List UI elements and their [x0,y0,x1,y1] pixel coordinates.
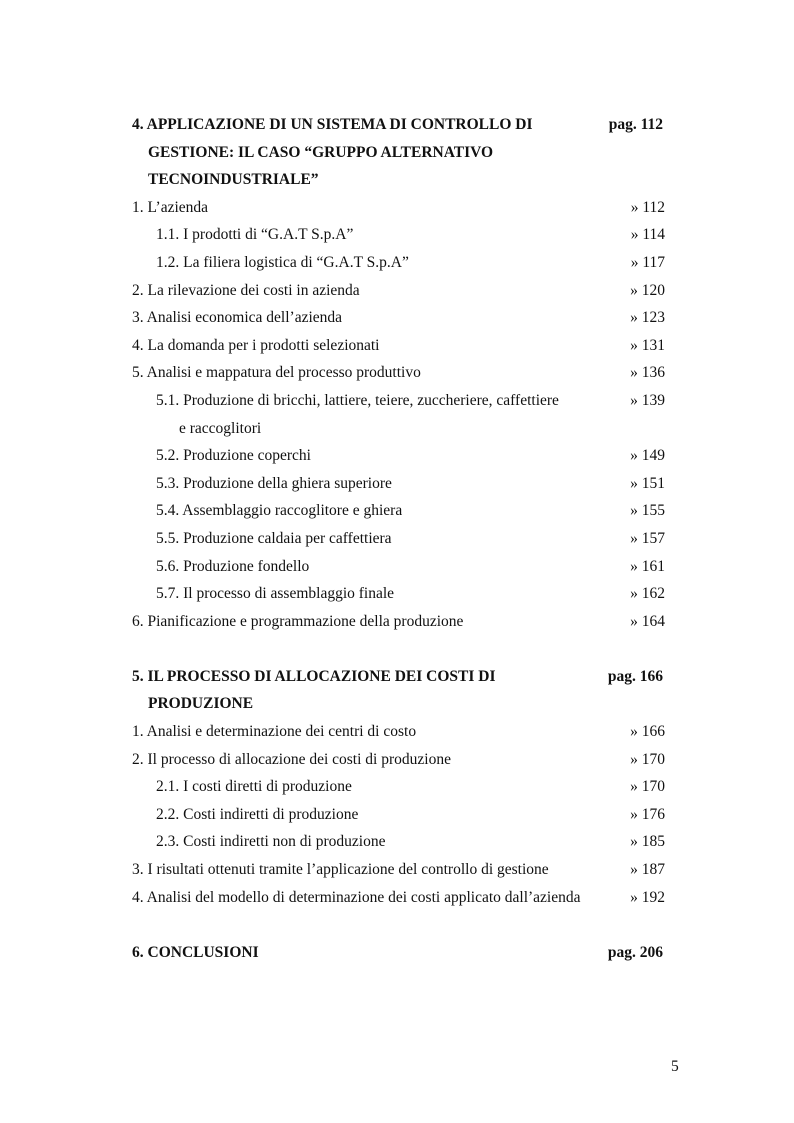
toc-subentry [132,221,667,249]
toc-entry-title: 5.2. Produzione coperchi [156,447,311,465]
section-heading-text: TECNOINDUSTRIALE” [148,171,319,189]
section-heading-text: 5. IL PROCESSO DI ALLOCAZIONE DEI COSTI DI [132,667,496,685]
toc-entry-title: 1.1. I prodotti di “G.A.T S.p.A” [156,226,354,244]
toc-entry-title: 2. La rilevazione dei costi in azienda [132,281,360,299]
toc-subentry [132,828,667,856]
toc-subentry [132,553,667,581]
toc-entry-title: 5. Analisi e mappatura del processo produttivo [132,364,421,382]
toc-subentry [132,249,667,277]
toc-entry-title: 1.2. La filiera logistica di “G.A.T S.p.A” [156,253,409,271]
toc-entry [132,884,667,912]
toc-entry-page: » 131 [630,336,665,354]
toc-entry-page: » 176 [630,805,665,823]
toc-subentry [132,442,667,470]
toc-entry-page: » 170 [630,778,665,796]
toc-entry-page: » 155 [630,502,665,520]
section-heading-page: pag. 206 [607,943,663,961]
toc-entry-page: » 185 [630,833,665,851]
toc-entry-page: » 120 [630,281,665,299]
toc-entry [132,277,667,305]
toc-entry [132,608,667,636]
toc-entry-title: e raccoglitori [179,419,262,437]
toc-entry [132,194,667,222]
toc-subentry [132,470,667,498]
toc-subentry-continuation [132,415,667,443]
toc-entry-title: 5.1. Produzione di bricchi, lattiere, teiere, zuccheriere, caffettiere [156,391,559,409]
toc-entry [132,856,667,884]
page-number: 5 [671,1058,679,1075]
section-heading-continuation [132,139,667,167]
toc-entry-title: 2.2. Costi indiretti di produzione [156,805,359,823]
toc-entry-page: » 114 [630,226,665,244]
toc-entry [132,718,667,746]
toc-entry-page: » 166 [630,723,665,741]
toc-entry-title: 2.3. Costi indiretti non di produzione [156,833,386,851]
table-of-contents [132,111,667,966]
toc-entry-title: 2.1. I costi diretti di produzione [156,778,352,796]
toc-entry-page: » 139 [630,391,665,409]
toc-entry-page: » 161 [630,557,665,575]
toc-entry-title: 5.6. Produzione fondello [156,557,310,575]
toc-entry-page: » 157 [630,529,665,547]
toc-entry-title: 1. L’azienda [132,198,209,216]
toc-subentry [132,773,667,801]
toc-entry-page: » 162 [630,585,665,603]
toc-entry-page: » 187 [630,861,665,879]
toc-subentry [132,497,667,525]
toc-entry-page: » 192 [630,888,665,906]
section-heading-text: GESTIONE: IL CASO “GRUPPO ALTERNATIVO [148,143,494,161]
section-spacer [132,635,667,663]
toc-entry-title: 5.4. Assemblaggio raccoglitore e ghiera [156,502,403,520]
section-heading-text: PRODUZIONE [148,695,254,713]
section-heading-continuation [132,690,667,718]
toc-entry-page: » 117 [630,253,665,271]
toc-entry-title: 3. I risultati ottenuti tramite l’applicazione del controllo di gestione [132,861,549,879]
toc-entry-page: » 151 [630,474,665,492]
toc-subentry [132,387,667,415]
section-heading-continuation [132,166,667,194]
toc-entry-title: 5.5. Produzione caldaia per caffettiera [156,529,392,547]
section-heading-text: 4. APPLICAZIONE DI UN SISTEMA DI CONTROLLO DI [132,116,533,133]
toc-entry [132,304,667,332]
section-heading [132,939,667,967]
section-heading-text: 6. CONCLUSIONI [132,943,259,961]
toc-entry [132,359,667,387]
toc-entry-title: 6. Pianificazione e programmazione della produzione [132,612,464,630]
toc-entry-page: » 170 [630,750,665,768]
toc-entry-page: » 136 [630,364,665,382]
toc-entry-title: 1. Analisi e determinazione dei centri di costo [132,723,417,741]
toc-entry-page: » 123 [630,309,665,327]
toc-entry-page: » 164 [630,612,665,630]
toc-entry-title: 2. Il processo di allocazione dei costi di produzione [132,750,451,768]
toc-entry-page: » 149 [630,447,665,465]
toc-entry-page: » 112 [630,198,665,216]
toc-subentry [132,801,667,829]
toc-entry-title: 4. Analisi del modello di determinazione dei costi applicato dall’azienda [132,888,581,906]
section-heading [132,111,667,139]
section-spacer [132,911,667,939]
toc-entry-title: 5.7. Il processo di assemblaggio finale [156,585,395,603]
toc-entry-title: 4. La domanda per i prodotti selezionati [132,336,380,354]
toc-subentry [132,525,667,553]
toc-entry-title: 3. Analisi economica dell’azienda [132,309,343,327]
toc-entry [132,332,667,360]
section-heading-page: pag. 166 [607,667,663,685]
toc-entry-title: 5.3. Produzione della ghiera superiore [156,474,392,492]
toc-subentry [132,580,667,608]
section-heading [132,663,667,691]
toc-entry [132,746,667,774]
section-heading-page: pag. 112 [608,116,663,133]
